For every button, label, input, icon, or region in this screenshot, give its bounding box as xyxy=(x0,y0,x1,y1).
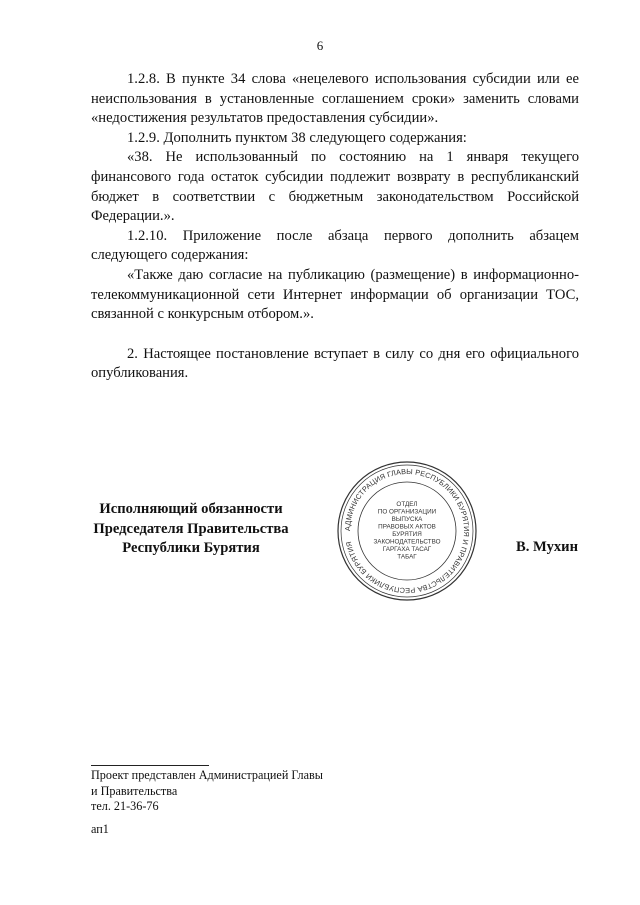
signer-name: В. Мухин xyxy=(515,539,578,555)
seal-center-line: ЗАКОНОДАТЕЛЬСТВО xyxy=(373,538,441,546)
paragraph-consent-quote: «Также даю согласие на публикацию (размещение) в информационно-телекоммуникационной сети Интернет информации об организации ТОС, связанной с конкурсным отбором.». xyxy=(91,266,579,323)
svg-text:АДМИНИСТРАЦИЯ ГЛАВЫ РЕСПУБЛИКИ: АДМИНИСТРАЦИЯ ГЛАВЫ РЕСПУБЛИКИ БУРЯТИЯ И ПРАВИТЕЛЬСТВА РЕСПУБЛИКИ БУРЯТИЯ xyxy=(342,466,472,596)
seal-center-line: ГАРГАХА ТАСАГ xyxy=(382,545,432,553)
seal-center-line: ВЫПУСКА xyxy=(391,515,423,523)
official-seal-stamp xyxy=(336,460,478,602)
paragraph-1-2-10: 1.2.10. Приложение после абзаца первого дополнить абзацем следующего содержания: xyxy=(91,227,579,264)
footnote-line: Проект представлен Администрацией Главы xyxy=(91,768,323,782)
seal-center-line: ПРАВОВЫХ АКТОВ xyxy=(378,523,436,531)
seal-center-line: ОТДЕЛ xyxy=(396,500,418,508)
seal-center-line: ТАБАГ xyxy=(397,553,417,561)
seal-center-line: БУРЯТИЯ xyxy=(392,530,422,538)
signature-title xyxy=(91,500,291,559)
document-code: ап1 xyxy=(91,822,109,836)
signature-title-line: Республики Бурятия xyxy=(122,540,260,557)
footnote-line: и Правительства xyxy=(91,783,178,798)
footnote-line: тел. 21-36-76 xyxy=(91,799,159,814)
signature-title-line: Исполняющий обязанности xyxy=(99,501,283,517)
signature-title-line: Председателя Правительства xyxy=(93,520,289,537)
footnote xyxy=(91,768,323,815)
paragraph-38-quote: «38. Не использованный по состоянию на 1 января текущего финансового года остаток субсидии подлежит возврату в республиканский бюджет в соответствии с бюджетным законодательством Российской Федерации.». xyxy=(91,149,579,225)
paragraph-1-2-9: 1.2.9. Дополнить пунктом 38 следующего содержания: xyxy=(127,129,467,146)
paragraph-1-2-8: 1.2.8. В пункте 34 слова «нецелевого использования субсидии или ее неиспользования в установленные соглашением сроки» заменить словами «недостижения результатов предоставления субсидии». xyxy=(91,71,579,127)
paragraph-2-effective: 2. Настоящее постановление вступает в силу со дня его официального опубликования. xyxy=(91,345,579,382)
page-number: 6 xyxy=(316,38,324,53)
document-body xyxy=(91,70,579,384)
seal-center-line: ПО ОРГАНИЗАЦИИ xyxy=(377,508,437,516)
footnote-divider xyxy=(91,765,209,766)
